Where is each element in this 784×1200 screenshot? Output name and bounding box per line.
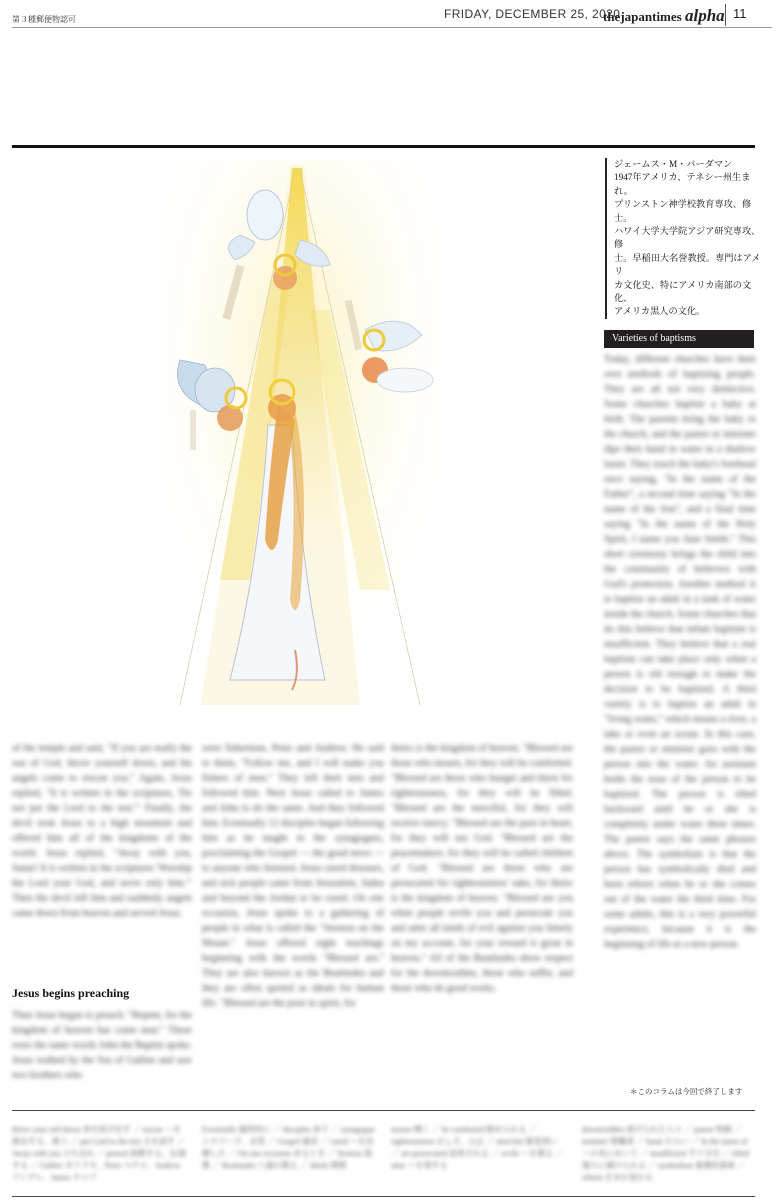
glossary-column-2: Eventually 最終的に ／ disciples 弟子 ／ synagogue シナゴーグ、会堂 ／ Gospel 福音 ／ cured ～を治療した ／ On one occasion あるとき ／ Sermon 説教 ／ Beatitudes 八福の教え ／ ideals 理想 xyxy=(202,1125,375,1170)
angels-ascending-illustration xyxy=(160,160,440,705)
column-1-text: of the temple and said, "If you are really the son of God, throw yourself down, and his angels come to rescue you." Again, Jesus replied, "It is written in the scriptures, 'Do not put the Lord to the test.'" Finally, the devil took Jesus to a high mountain and offered him all of the kingdoms of the world. Jesus replied, "Away with you, Satan! It is written in the scriptures 'Worship the Lord your God, and serve only him.'" Then the devil left him and suddenly angels came down from heaven and served Jesus. xyxy=(12,743,192,919)
issue-date: FRIDAY, DECEMBER 25, 2020 xyxy=(444,7,621,21)
column-right-text: Today, different churches have their own methods of baptizing people. They are all not very distinctive. Some churches baptize a baby at birth. The parents bring the baby to the church, and the pastor or minister dips their hand in water in a shallow basin. They touch the baby's forehead once saying, "In the name of the Father", a second time saying "In the name of the Son", and a final time saying "In the name of the Holy Spirit, I name you Jane Smith." This short ceremony brings the child into the community of believers with God's protection. Another method is to baptize an adult in a tank of water inside the church. Some churches that do this believe that infant baptism is insufficient. They believe that a real baptism can take place only when a person is old enough to make the decision to be baptized. A third variety is to baptize an adult in "living water," which means a river, a lake or even an ocean. In this case, the pastor or minister goes with the person into the water. An assistant holds the nose of the person to be baptized. The person is tilted backward until he or she is completely under water three times. The pastor says the same phrases above. The symbolism is that the person has symbolically died and been reborn when he or she comes out of the water the third time. For some adults, this is a very powerful experience, because it is the beginning of life as a new person. xyxy=(604,354,756,950)
author-bio xyxy=(605,158,766,319)
postal-note: 第３種郵便物認可 xyxy=(12,15,76,24)
bio-line: アメリカ黒人の文化。 xyxy=(614,306,706,317)
bio-line: カ文化史、特にアメリカ南部の文化、 xyxy=(614,279,752,304)
masthead-alpha: alpha xyxy=(684,6,725,25)
bio-line: プリンストン神学校教育専攻、修士。 xyxy=(614,199,752,223)
bio-line: ハワイ大学大学院アジア研究専攻、修 xyxy=(614,226,761,250)
glossary-column-3: mourn 嘆く ／ be comforted 慰められる ／ righteousness 正しさ、公正 ／ merciful 慈悲深い ／ are persecuted 迫害される ／ revile ～を罵る ／ utter ～を発する xyxy=(391,1125,564,1170)
bio-line: ジェームス・M・バーダマン xyxy=(614,159,733,169)
header-rule xyxy=(12,27,772,28)
header-separator xyxy=(725,4,726,26)
bio-line: 士。早稲田大名誉教授。専門はアメリ xyxy=(614,252,761,277)
masthead-logo xyxy=(603,6,725,26)
end-note: ＊このコラムは今回で終了します xyxy=(630,1087,743,1096)
section-header: Varieties of baptisms xyxy=(604,330,754,348)
article-top-rule xyxy=(12,145,755,148)
bio-line: 1947年アメリカ、テネシー州生まれ。 xyxy=(614,172,751,196)
page-bottom-rule xyxy=(12,1196,755,1197)
column-3-text: theirs is the kingdom of heaven. "Blessed are those who mourn, for they will be comforted. "Blessed are those who hunger and thirst for righteousness, for they will be filled. "Blessed are the merciful, for they will receive mercy. "Blessed are the pure in heart, for they will see God. "Blessed are the peacemakers, for they will be called children of God. "Blessed are those who are persecuted for righteousness' sake, for theirs is the kingdom of heaven. "Blessed are you when people revile you and persecute you and utter all kinds of evil against you falsely on my account, for your reward is great in heaven." All of the Beatitudes show respect for the downtrodden, those who suffer, and those who do good works. xyxy=(391,743,573,994)
column-1b-text: Then Jesus began to preach: "Repent, for the kingdom of heaven has come near." These were the same words John the Baptist spoke. Jesus walked by the Sea of Galilee and saw two brothers who xyxy=(12,1010,192,1081)
glossary-top-rule xyxy=(12,1110,755,1111)
column-2-text: were fishermen, Peter and Andrew. He said to them, "Follow me, and I will make you fishers of men." They left their nets and followed him. Next Jesus called to James and John to do the same. And they followed him. Eventually 12 disciples began following him as he taught in the synagogues, proclaiming the Gospel — the good news — to anyone who listened. Jesus cured diseases, and sick people came from Jerusalem, Judea and beyond the Jordan to be cured. On one occasion, Jesus spoke to a gathering of people in what is called the "Sermon on the Mount." Jesus offered eight teachings beginning with the words "Blessed are." They are also known as the Beatitudes and they are often quoted as ideals for human life. "Blessed are the poor in spirit, for xyxy=(202,743,384,1009)
glossary-column-1: throw your self down 身を投げ出す ／ rescue ～を救出する、救う ／ put Lord to the test 主を試す ／ Away with you 立ち去れ ／ preach 説教する、伝道する ／ Galilee ガリラヤ、Peter ペテロ、Andrew アンデレ、James ヤコブ xyxy=(12,1125,186,1182)
subheading: Jesus begins preaching xyxy=(12,986,130,1000)
glossary-column-4: downtrodden 虐げられた人々 ／ pastor 牧師 ／ minister 聖職者 ／ basin たらい ／ In the name of ～の名において ／ insufficient 不十分な ／ tilted 後ろに傾けられる ／ symbolism 象徴的意味 ／ reborn 生まれ変わる xyxy=(582,1125,749,1182)
masthead-prefix: thejapantimes xyxy=(603,9,682,24)
page-number: 11 xyxy=(733,6,747,21)
